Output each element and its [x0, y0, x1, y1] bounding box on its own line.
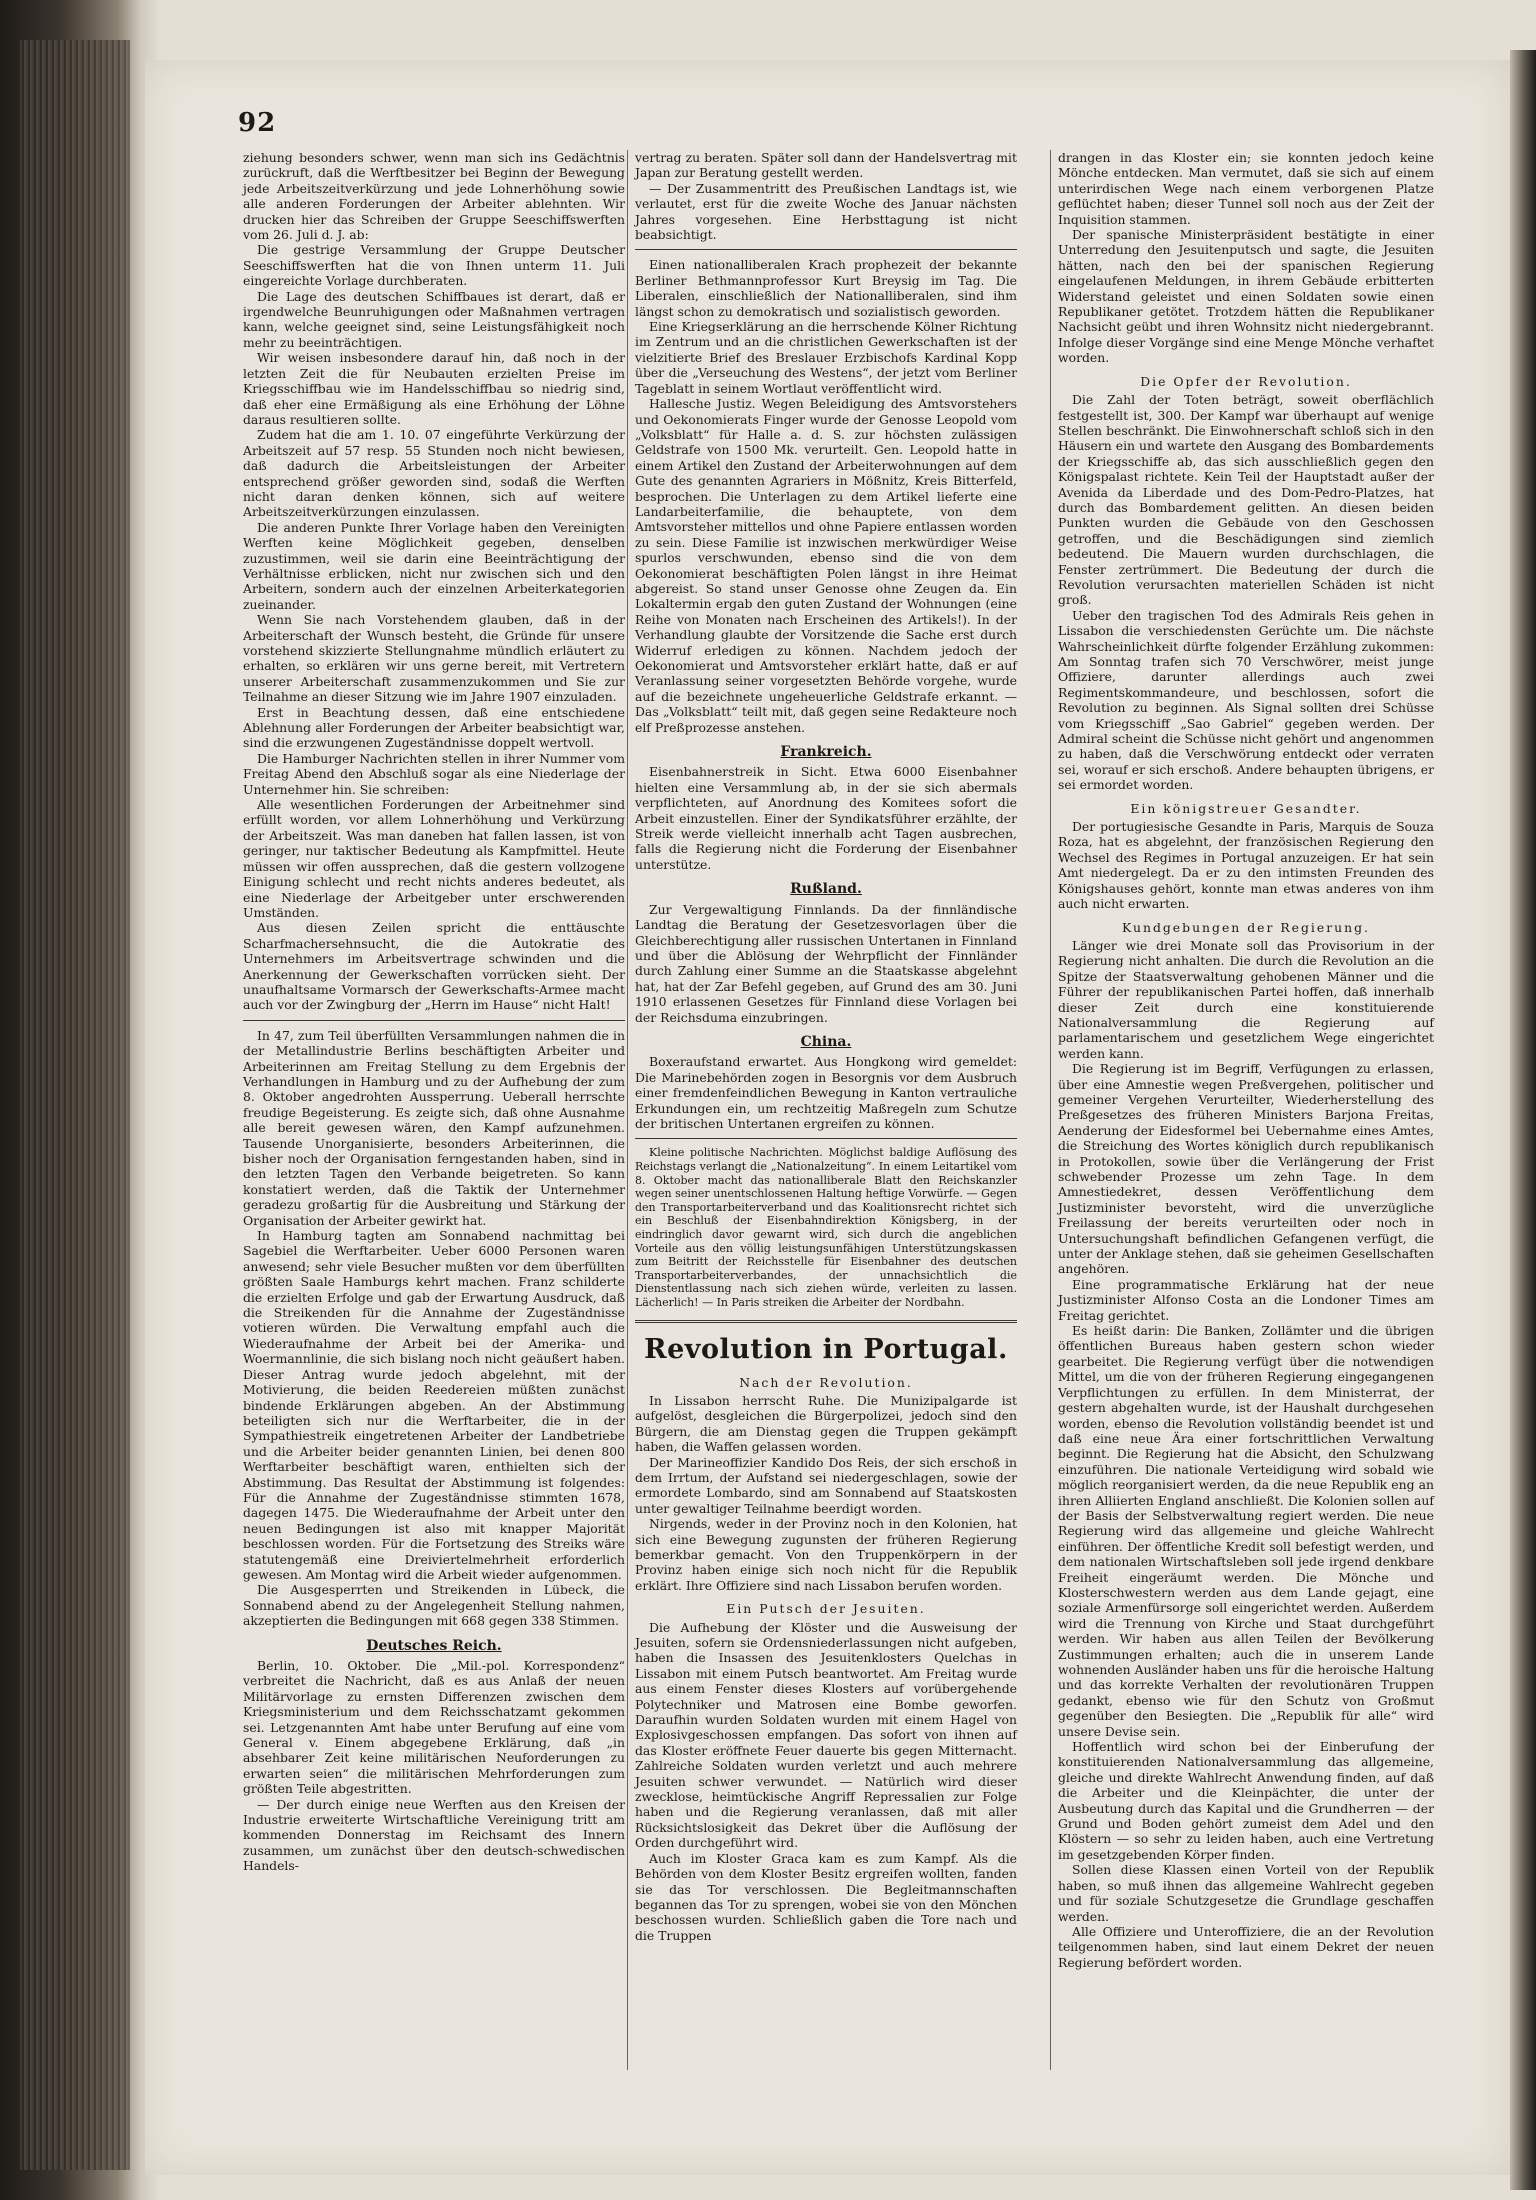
paragraph: Zudem hat die am 1. 10. 07 eingeführte Verkürzung der Arbeitszeit auf 57 resp. 55 Stunden noch nicht bewiesen, daß dadurch die Arbeitsleistungen der Arbeiter entsprechend größer geworden sind, sodaß die Werften nicht daran denken können, sich auf weitere Arbeitszeitverkürzungen einzulassen.	[243, 427, 625, 520]
book-binding	[20, 40, 130, 2170]
paragraph: ziehung besonders schwer, wenn man sich ins Gedächtnis zurückruft, daß die Werftbesitzer bei Beginn der Bewegung jede Arbeitszeitverkürzung und jede Lohnerhöhung sowie alle anderen Forderungen der Arbeiter ablehnten. Wir drucken hier das Schreiben der Gruppe Seeschiffswerften vom 26. Juli d. J. ab:	[243, 150, 625, 243]
paragraph: Boxeraufstand erwartet. Aus Hongkong wird gemeldet: Die Marinebehörden zogen in Besorgnis vor dem Ausbruch einer fremdenfeindlichen Bewegung in Kanton vertrauliche Erkundungen ein, um rechtzeitig Maßregeln zum Schutze der britischen Untertanen ergreifen zu können.	[635, 1054, 1017, 1131]
paragraph: Es heißt darin: Die Banken, Zollämter und die übrigen öffentlichen Bureaus haben gestern schon wieder gearbeitet. Die Regierung verfügt über die notwendigen Mittel, um die von der früheren Regierung eingegangenen Verpflichtungen zu erfüllen. In dem Ministerrat, der gestern abgehalten wurde, ist der Haushalt durchgesehen worden, ebenso die Revolution vollständig beendet ist und daß eine neue Ära einer fortschrittlichen Verwaltung beginnt. Die Regierung hat die Absicht, den Schulzwang einzuführen. Die nationale Verteidigung wird sobald wie möglich reorganisiert werden, da die neue Republik eng an ihren Alliierten England anschließt. Die Kolonien sollen auf der Basis der Selbstverwaltung regiert werden. Die neue Regierung wird das allgemeine und gleiche Wahlrecht einführen. Der öffentliche Kredit soll befestigt werden, und dem nationalen Wirtschaftsleben soll jede irgend denkbare Freiheit eingeräumt werden. Die Mönche und Klosterschwestern werden aus dem Lande gejagt, eine soziale Armenfürsorge soll eingerichtet werden. Außerdem wird die Trennung von Kirche und Staat durchgeführt werden. Wir haben aus allen Teilen der Bevölkerung Zustimmungen erhalten; auch die in unserem Lande wohnenden Ausländer haben uns für die heroische Haltung und das korrekte Verhalten der revolutionären Truppen gedankt, ebenso wie für den Schutz von Großmut gegenüber den Besiegten. Die „Republik für alle“ wird unsere Devise sein.	[1058, 1323, 1434, 1739]
paragraph: — Der durch einige neue Werften aus den Kreisen der Industrie erweiterte Wirtschaftliche Vereinigung tritt am kommenden Donnerstag im Reichsamt des Innern zusammen, um zunächst über den deutsch-schwedischen Handels-	[243, 1796, 625, 1874]
paragraph: Sollen diese Klassen einen Vorteil von der Republik haben, so muß ihnen das allgemeine Wahlrecht gegeben und für soziale Schutzgesetze die Grundlage geschaffen werden.	[1058, 1862, 1434, 1924]
paragraph: Die Aufhebung der Klöster und die Ausweisung der Jesuiten, sofern sie Ordensniederlassungen nicht aufgeben, haben die Insassen des Jesuitenklosters Quelchas in Lissabon mit einem Putsch beantwortet. Am Freitag wurde aus einem Fenster dieses Klosters auf vorübergehende Polytechniker und Matrosen eine Bombe geworfen. Daraufhin wurden Soldaten wurden mit einem Hagel von Explosivgeschossen empfangen. Das sofort von ihnen auf das Kloster eröffnete Feuer dauerte bis gegen Mitternacht. Zahlreiche Soldaten wurden verletzt und auch mehrere Jesuiten schwer verwundet. — Natürlich wird dieser zwecklose, heimtückische Angriff Repressalien zur Folge haben und die Regierung veranlassen, daß mit aller Rücksichtslosigkeit das Dekret über die Auflösung der Orden durchgeführt wird.	[635, 1619, 1017, 1851]
paragraph: Hoffentlich wird schon bei der Einberufung der konstituierenden Nationalversammlung das allgemeine, gleiche und direkte Wahlrecht Anwendung finden, auf daß die Arbeiter und die Kleinpächter, die unter der Ausbeutung durch das Kapital und die Grundherren — der Grund und Boden gehört zumeist dem Adel und den Klöstern — so sehr zu leiden haben, auch eine Vertretung im gesetzgebenden Körper finden.	[1058, 1739, 1434, 1862]
paragraph: In Lissabon herrscht Ruhe. Die Munizipalgarde ist aufgelöst, desgleichen die Bürgerpolizei, jedoch sind den Bürgern, die am Dienstag gegen die Truppen gekämpft haben, die Waffen gelassen worden.	[635, 1392, 1017, 1455]
column-3	[1058, 150, 1434, 1970]
section-heading: Rußland.	[790, 881, 862, 898]
paragraph: drangen in das Kloster ein; sie konnten jedoch keine Mönche entdecken. Man vermutet, daß sie sich auf einem unterirdischen Wege nach einem verborgenen Platze geflüchtet haben; dieser Tunnel soll noch aus der Zeit der Inquisition stammen.	[1058, 150, 1434, 227]
main-headline: Revolution in Portugal.	[644, 1333, 1008, 1365]
column-rule	[627, 150, 628, 2070]
page-number: 92	[238, 108, 277, 138]
divider	[635, 249, 1017, 250]
section-heading: China.	[800, 1033, 852, 1050]
paragraph: Berlin, 10. Oktober. Die „Mil.-pol. Korrespondenz“ verbreitet die Nachricht, daß es aus Anlaß der neuen Militärvorlage zu ernsten Differenzen zwischen dem Kriegsministerium und dem Reichsschatzamt gekommen sei. Letzgenannten Amt habe unter Berufung auf eine vom General v. Einem abgegebene Erklärung, daß „in absehbarer Zeit keine militärischen Neuforderungen zu erwarten seien“ die militärischen Mehrforderungen zum größten Teile abgestritten.	[243, 1658, 625, 1797]
paragraph: Wir weisen insbesondere darauf hin, daß noch in der letzten Zeit die für Neubauten erzielten Preise im Kriegsschiffbau wie im Handelsschiffbau so niedrig sind, daß eher eine Ermäßigung als eine Erhöhung der Löhne daraus resultieren sollte.	[243, 350, 625, 427]
section-heading: Deutsches Reich.	[366, 1637, 502, 1654]
paragraph: Der portugiesische Gesandte in Paris, Marquis de Souza Roza, hat es abgelehnt, der französischen Regierung den Wechsel des Regimes in Portugal anzuzeigen. Er hat sein Amt niedergelegt. Da er zu den intimsten Freunden des Königshauses gehört, konnte man etwas anderes von ihm auch nicht erwarten.	[1058, 819, 1434, 912]
paragraph: vertrag zu beraten. Später soll dann der Handelsvertrag mit Japan zur Beratung gestellt werden.	[635, 150, 1017, 181]
subheading: Die Opfer der Revolution.	[1140, 373, 1352, 389]
paragraph: Nirgends, weder in der Provinz noch in den Kolonien, hat sich eine Bewegung zugunsten der früheren Regierung bemerkbar gemacht. Von den Truppenkörpern in der Provinz haben einige sich noch nicht für die Republik erklärt. Ihre Offiziere sind nach Lissabon berufen worden.	[635, 1516, 1017, 1593]
subheading: Nach der Revolution.	[739, 1374, 913, 1390]
paragraph: Hallesche Justiz. Wegen Beleidigung des Amtsvorstehers und Oekonomierats Finger wurde der Genosse Leopold vom „Volksblatt“ für Halle a. d. S. zur höchsten zulässigen Geldstrafe von 1500 Mk. verurteilt. Gen. Leopold hatte in einem Artikel den Zustand der Arbeiterwohnungen auf dem Gute des genannten Agrariers in Mößnitz, Kreis Bitterfeld, besprochen. Die Unterlagen zu dem Artikel lieferte eine Landarbeiterfamilie, die behauptete, von dem Amtsvorsteher mittellos und ohne Papiere entlassen worden zu sein. Diese Familie ist inzwischen merkwürdiger Weise spurlos verschwunden, ebenso sind die von dem Oekonomierat beschäftigten Polen längst in ihre Heimat abgereist. So stand unser Genosse ohne Zeugen da. Ein Lokaltermin ergab den guten Zustand der Wohnungen (eine Reihe von Monaten nach Erscheinen des Artikels!). In der Verhandlung glaubte der Vorsitzende die Sache erst durch Widerruf erledigen zu können. Nachdem jedoch der Oekonomierat und Amtsvorsteher erklärt hatte, daß er auf Veranlassung seiner vorgesetzten Behörde vorgehe, wurde auf die bezeichnete ungeheuerliche Geldstrafe erkannt. — Das „Volksblatt“ teilt mit, daß gegen seine Redakteure noch elf Preßprozesse anstehen.	[635, 396, 1017, 735]
paragraph: Die Ausgesperrten und Streikenden in Lübeck, die Sonnabend abend zu der Angelegenheit Stellung nahmen, akzeptierten die Bedingungen mit 668 gegen 338 Stimmen.	[243, 1582, 625, 1629]
double-divider	[635, 1320, 1017, 1323]
column-1	[243, 150, 625, 1874]
paragraph: Alle Offiziere und Unteroffiziere, die an der Revolution teilgenommen haben, sind laut einem Dekret der neuen Regierung befördert worden.	[1058, 1923, 1434, 1970]
paragraph: In Hamburg tagten am Sonnabend nachmittag bei Sagebiel die Werftarbeiter. Ueber 6000 Personen waren anwesend; sehr viele Besucher mußten vor dem überfüllten größten Saale Hamburgs kehrt machen. Franz schilderte die erzielten Erfolge und gab der Erwartung Ausdruck, daß die Streikenden für die Annahme der Zugeständnisse votieren würden. Die Verwaltung empfahl auch die Wiederaufnahme der Arbeit bei der Amerika- und Woermannlinie, die sich bislang noch nicht geäußert haben. Dieser Antrag wurde jedoch abgelehnt, mit der Motivierung, die beiden Reedereien müßten zunächst bindende Erklärungen abgeben. An der Abstimmung beteiligten sich nur die Werftarbeiter, die in der Sympathiestreik eingetretenen Arbeiter der Landbetriebe und die Arbeiter beider genannten Linien, bei denen 800 Werftarbeiter beschäftigt waren, enthielten sich der Abstimmung. Das Resultat der Abstimmung ist folgendes: Für die Annahme der Zugeständnisse stimmten 1678, dagegen 1475. Die Wiederaufnahme der Arbeit unter den neuen Bedingungen ist also mit knapper Majorität beschlossen worden. Für die Fortsetzung des Streiks wäre statutengemäß eine Dreiviertelmehrheit erforderlich gewesen. Am Montag wird die Arbeit wieder aufgenommen.	[243, 1228, 625, 1582]
paragraph: Die Zahl der Toten beträgt, soweit oberflächlich festgestellt ist, 300. Der Kampf war überhaupt auf wenige Stellen beschränkt. Die Einwohnerschaft schloß sich in den Häusern ein und wartete den Ausgang des Bombardements der Kriegsschiffe ab, das sich ausschließlich gegen den Königspalast richtete. Kein Teil der Hauptstadt außer der Avenida da Liberdade und des Dom-Pedro-Platzes, hat durch das Bombardement gelitten. An diesen beiden Punkten wurden die Gebäude von den Geschossen getroffen, und die Beschädigungen sind ziemlich bedeutend. Die Mauern wurden durchschlagen, die Fenster zertrümmert. Die Bedeutung der durch die Revolution verursachten materiellen Schäden ist nicht groß.	[1058, 392, 1434, 608]
paragraph: Erst in Beachtung dessen, daß eine entschiedene Ablehnung aller Forderungen der Arbeiter beabsichtigt war, sind die erzwungenen Zugeständnisse doppelt wertvoll.	[243, 704, 625, 751]
subheading: Ein Putsch der Jesuiten.	[726, 1601, 926, 1617]
paragraph: Die gestrige Versammlung der Gruppe Deutscher Seeschiffswerften hat die von Ihnen unterm 11. Juli eingereichte Vorlage durchberaten.	[243, 242, 625, 289]
page-edge	[1510, 50, 1536, 2190]
paragraph: Wenn Sie nach Vorstehendem glauben, daß in der Arbeiterschaft der Wunsch besteht, die Gründe für unsere vorstehend skizzierte Stellungnahme mündlich erläutert zu erhalten, so erklären wir uns gerne bereit, mit Vertretern unserer Arbeiterschaft zusammenzukommen und Sie zur Teilnahme an dieser Sitzung wie im Jahre 1907 einzuladen.	[243, 612, 625, 705]
paragraph: Aus diesen Zeilen spricht die enttäuschte Scharfmachersehnsucht, die die Autokratie des Unternehmers im Arbeitsvertrage schwinden und die Anerkennung der Gewerkschaften vorrücken sieht. Der unaufhaltsame Vormarsch der Gewerkschafts-Armee macht auch vor der Zwingburg der „Herrn im Hause“ nicht Halt!	[243, 920, 625, 1013]
paragraph: Die Regierung ist im Begriff, Verfügungen zu erlassen, über eine Amnestie wegen Preßvergehen, politischer und gemeiner Vergehen Verurteilter, Wiederherstellung des Preßgesetzes des früheren Ministers Barjona Freitas, Aenderung der Eidesformel bei Uebernahme eines Amtes, die Streichung des Wortes königlich durch republikanisch in Protokollen, sowie über die Verlängerung der Frist schwebender Prozesse um zehn Tage. In dem Amnestiedekret, dessen Veröffentlichung dem Justizminister bevorsteht, wird die unverzügliche Freilassung der bereits verurteilten oder noch in Untersuchungshaft befindlichen Gefangenen verfügt, die unter der Anklage stehen, daß sie geheimen Gesellschaften angehören.	[1058, 1061, 1434, 1277]
section-heading: Frankreich.	[780, 744, 872, 761]
paragraph: In 47, zum Teil überfüllten Versammlungen nahmen die in der Metallindustrie Berlins beschäftigten Arbeiter und Arbeiterinnen am Freitag Stellung zu dem Ergebnis der Verhandlungen in Hamburg und zu der Aufhebung der zum 8. Oktober angedrohten Aussperrung. Ueberall herrschte freudige Begeisterung. Es zeigte sich, daß ohne Ausnahme alle bereit gewesen wären, den Kampf aufzunehmen. Tausende Unorganisierte, besonders Arbeiterinnen, die bisher noch der Organisation ferngestanden haben, sind in den letzten Tagen den Verbande beigetreten. So kann konstatiert werden, daß die Taktik der Unternehmer geradezu großartig für die Ausbreitung und Stärkung der Organisation der Arbeiter gewirkt hat.	[243, 1027, 625, 1228]
paragraph: Der Marineoffizier Kandido Dos Reis, der sich erschoß in dem Irrtum, der Aufstand sei niedergeschlagen, sowie der ermordete Lombardo, sind am Sonnabend auf Staatskosten unter gewaltiger Teilnahme beerdigt worden.	[635, 1454, 1017, 1516]
column-rule	[1050, 150, 1051, 2070]
paragraph: Die anderen Punkte Ihrer Vorlage haben den Vereinigten Werften keine Möglichkeit gegeben, denselben zuzustimmen, weil sie darin eine Beeinträchtigung der Verhältnisse erblicken, nicht nur zwischen sich und den Arbeitern, sondern auch der einzelnen Arbeiterkategorien zueinander.	[243, 519, 625, 612]
paragraph: Einen nationalliberalen Krach prophezeit der bekannte Berliner Bethmannprofessor Kurt Breysig im Tag. Die Liberalen, einschließlich der Nationalliberalen, sind ihm längst schon zu demokratisch und sozialistisch geworden.	[635, 257, 1017, 319]
paragraph: Der spanische Ministerpräsident bestätigte in einer Unterredung den Jesuitenputsch und sagte, die Jesuiten hätten, nach den bei der spanischen Regierung eingelaufenen Meldungen, in ihrem Gebäude erbitterten Widerstand geleistet und einen Soldaten sowie einen Republikaner getötet. Trotzdem hätten die Republikaner Nachsicht geübt und ihren Wohnsitz nicht niedergebrannt. Infolge dieser Vorgänge sind eine Menge Mönche verhaftet worden.	[1058, 227, 1434, 366]
subheading: Ein königstreuer Gesandter.	[1130, 800, 1362, 816]
divider	[635, 1138, 1017, 1139]
paragraph: Länger wie drei Monate soll das Provisorium in der Regierung nicht anhalten. Die durch die Revolution an die Spitze der Staatsverwaltung gehobenen Männer und die Führer der republikanischen Partei hoffen, daß innerhalb dieser Zeit durch eine konstituierende Nationalversammlung die Regierung auf parlamentarischem und gesetzlichem Wege eingerichtet werden kann.	[1058, 937, 1434, 1061]
paragraph: Die Lage des deutschen Schiffbaues ist derart, daß er irgendwelche Beunruhigungen oder Maßnahmen vertragen kann, welche geeignet sind, seine Leistungsfähigkeit noch mehr zu beeinträchtigen.	[243, 288, 625, 350]
paragraph: Eisenbahnerstreik in Sicht. Etwa 6000 Eisenbahner hielten eine Versammlung ab, in der sie sich abermals verpflichteten, auf Anordnung des Komitees sofort die Arbeit einzustellen. Einer der Syndikatsführer erzählte, der Streik werde vielleicht innerhalb acht Tagen ausbrechen, falls die Regierung nicht die Forderung der Eisenbahner unterstütze.	[635, 764, 1017, 872]
paragraph: Alle wesentlichen Forderungen der Arbeitnehmer sind erfüllt worden, vor allem Lohnerhöhung und Verkürzung der Arbeitszeit. Was man daneben hat fallen lassen, ist von geringer, nur taktischer Bedeutung als Kampfmittel. Heute müssen wir offen aussprechen, daß die gestern vollzogene Einigung schlecht und recht nichts anderes bedeutet, als eine Niederlage der Arbeitgeber unter erschwerenden Umständen.	[243, 797, 625, 920]
subheading: Kundgebungen der Regierung.	[1122, 919, 1370, 935]
paragraph: Auch im Kloster Graca kam es zum Kampf. Als die Behörden von dem Kloster Besitz ergreifen wollten, fanden sie das Tor verschlossen. Die Begleitmannschaften begannen das Tor zu sprengen, wobei sie von den Mönchen beschossen wurden. Schließlich gaben die Tore nach und die Truppen	[635, 1850, 1017, 1943]
paragraph: Kleine politische Nachrichten. Möglichst baldige Auflösung des Reichstags verlangt die „Nationalzeitung“. In einem Leitartikel vom 8. Oktober macht das nationalliberale Blatt den Reichskanzler wegen seiner unentschlossenen Haltung heftige Vorwürfe. — Gegen den Transportarbeiterverband und das Koalitionsrecht richtet sich ein Beschluß der Eisenbahndirektion Königsberg, in der eindringlich davor gewarnt wird, sich durch die angeblichen Vorteile aus den völlig leistungsunfähigen Unterstützungskassen zum Beitritt der Reichsstelle für Eisenbahner des deutschen Transportarbeiterverbandes, der unnachsichtlich die Dienstentlassung nach sich ziehen würde, verleiten zu lassen. Lächerlich! — In Paris streiken die Arbeiter der Nordbahn.	[635, 1146, 1017, 1309]
column-2	[635, 150, 1017, 1943]
paragraph: Eine programmatische Erklärung hat der neue Justizminister Alfonso Costa an die Londoner Times am Freitag gerichtet.	[1058, 1276, 1434, 1323]
paragraph: Die Hamburger Nachrichten stellen in ihrer Nummer vom Freitag Abend den Abschluß sogar als eine Niederlage der Unternehmer hin. Sie schreiben:	[243, 750, 625, 797]
divider	[243, 1020, 625, 1021]
paragraph: — Der Zusammentritt des Preußischen Landtags ist, wie verlautet, erst für die zweite Woche des Januar nächsten Jahres vorgesehen. Eine Herbsttagung ist nicht beabsichtigt.	[635, 180, 1017, 243]
paragraph: Zur Vergewaltigung Finnlands. Da der finnländische Landtag die Beratung der Gesetzesvorlagen über die Gleichberechtigung aller russischen Untertanen in Finnland und über die Ablösung der Wehrpflicht der Finnländer durch Zahlung einer Summe an die Staatskasse abgelehnt hat, hat der Zar Befehl gegeben, auf Grund des am 30. Juni 1910 erlassenen Gesetzes für Finnland diese Vorlagen bei der Reichsduma einzubringen.	[635, 901, 1017, 1025]
paragraph: Ueber den tragischen Tod des Admirals Reis gehen in Lissabon die verschiedensten Gerüchte um. Die nächste Wahrscheinlichkeit dürfte folgender Erzählung zukommen: Am Sonntag trafen sich 70 Verschwörer, meist junge Offiziere, darunter allerdings auch zwei Regimentskommandeure, und beschlossen, sofort die Revolution zu beginnen. Als Signal sollten drei Schüsse vom Kriegsschiff „Sao Gabriel“ gegeben werden. Der Admiral scheint die Schüsse nicht gehört und angenommen zu haben, daß die Verschwörung entdeckt oder verraten sei, worauf er sich erschoß. Andere behaupten übrigens, er sei ermordet worden.	[1058, 607, 1434, 793]
paragraph: Eine Kriegserklärung an die herrschende Kölner Richtung im Zentrum und an die christlichen Gewerkschaften ist der vielzitierte Brief des Breslauer Erzbischofs Kardinal Kopp über die „Verseuchung des Westens“, der jetzt vom Berliner Tageblatt in seinem Wortlaut veröffentlicht wird.	[635, 319, 1017, 396]
